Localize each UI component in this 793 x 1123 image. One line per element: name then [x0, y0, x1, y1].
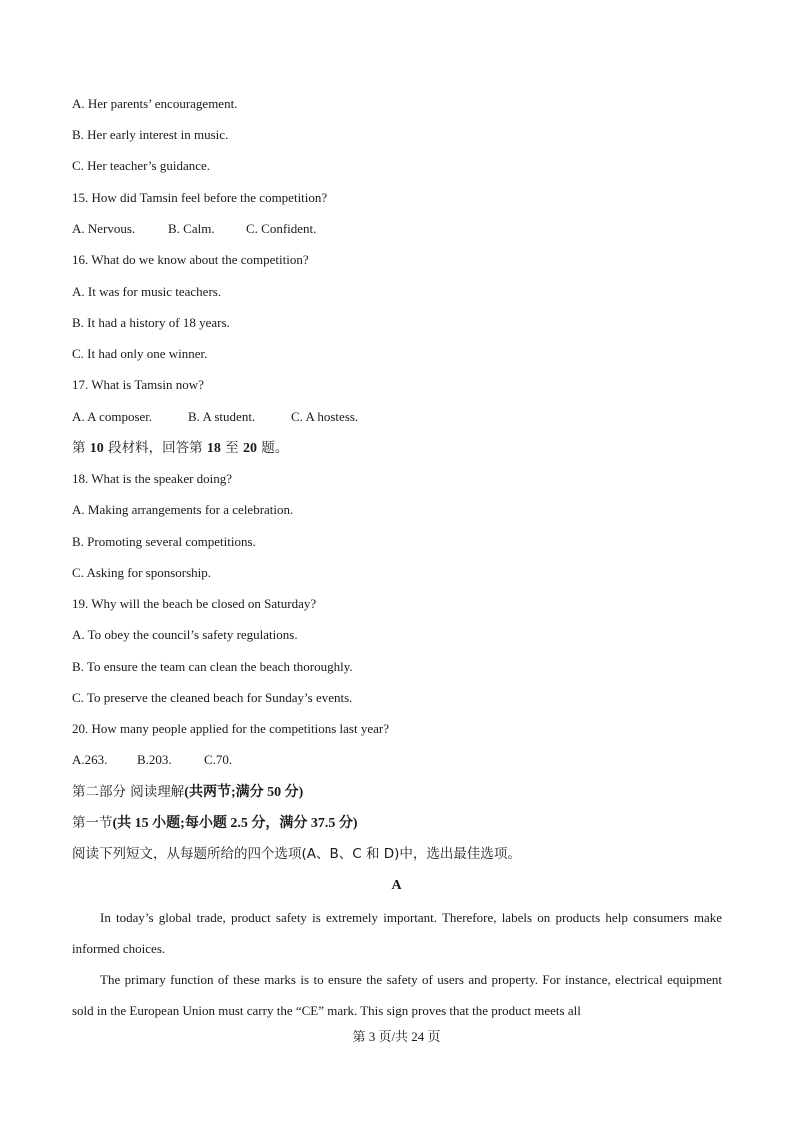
- instruction-text: 阅读下列短文，从每题所给的四个选项(A、B、C 和 D)中，选出最佳选项。: [72, 846, 521, 862]
- q19-question: 19. Why will the beach be closed on Saturday?: [72, 596, 317, 611]
- section1-heading: 第一节(共 15 小题;每小题 2.5 分，满分 37.5 分): [72, 815, 358, 831]
- passage-paragraph-1: In today’s global trade, product safety is extremely important. Therefore, labels on products help consumers make informed choices.: [72, 910, 722, 956]
- q15-option-b: B. Calm.: [168, 221, 215, 236]
- q15-question: 15. How did Tamsin feel before the competition?: [72, 190, 328, 205]
- q18-option-c: C. Asking for sponsorship.: [72, 565, 212, 580]
- q16-option-b: B. It had a history of 18 years.: [72, 315, 230, 330]
- q15-option-c: C. Confident.: [246, 221, 317, 236]
- q18-question: 18. What is the speaker doing?: [72, 471, 233, 486]
- q20-option-c: C.70.: [204, 752, 233, 767]
- q14-option-b: B. Her early interest in music.: [72, 127, 229, 142]
- q14-option-a: A. Her parents’ encouragement.: [72, 96, 238, 111]
- q17-question: 17. What is Tamsin now?: [72, 377, 204, 392]
- q18-option-b: B. Promoting several competitions.: [72, 534, 256, 549]
- passage-paragraph-2: The primary function of these marks is to ensure the safety of users and property. For instance, electrical equipment sold in the European Union must carry the “CE” mark. This sign proves that the product meets all: [72, 972, 722, 1018]
- q17-option-c: C. A hostess.: [291, 409, 359, 424]
- q20-question: 20. How many people applied for the competitions last year?: [72, 721, 389, 736]
- q15-option-a: A. Nervous.: [72, 221, 136, 236]
- passage-label: A: [391, 878, 402, 893]
- page-footer: 第 3 页/共 24 页: [352, 1029, 441, 1044]
- q19-option-b: B. To ensure the team can clean the beach thoroughly.: [72, 659, 353, 674]
- q16-option-c: C. It had only one winner.: [72, 346, 208, 361]
- q16-question: 16. What do we know about the competition?: [72, 252, 309, 267]
- q19-option-c: C. To preserve the cleaned beach for Sunday’s events.: [72, 690, 353, 705]
- q16-option-a: A. It was for music teachers.: [72, 284, 222, 299]
- q20-option-b: B.203.: [137, 752, 172, 767]
- section10-heading: 第 10 段材料，回答第 18 至 20 题。: [72, 440, 289, 456]
- q17-option-b: B. A student.: [188, 409, 256, 424]
- q14-option-c: C. Her teacher’s guidance.: [72, 158, 211, 173]
- q17-option-a: A. A composer.: [72, 409, 153, 424]
- q18-option-a: A. Making arrangements for a celebration.: [72, 502, 294, 517]
- q15-options: [72, 221, 316, 237]
- part2-heading: 第二部分 阅读理解(共两节;满分 50 分): [72, 784, 304, 800]
- q19-option-a: A. To obey the council’s safety regulations.: [72, 627, 298, 642]
- q20-option-a: A.263.: [72, 752, 108, 767]
- q17-options: [72, 409, 358, 425]
- q20-options: [72, 752, 232, 768]
